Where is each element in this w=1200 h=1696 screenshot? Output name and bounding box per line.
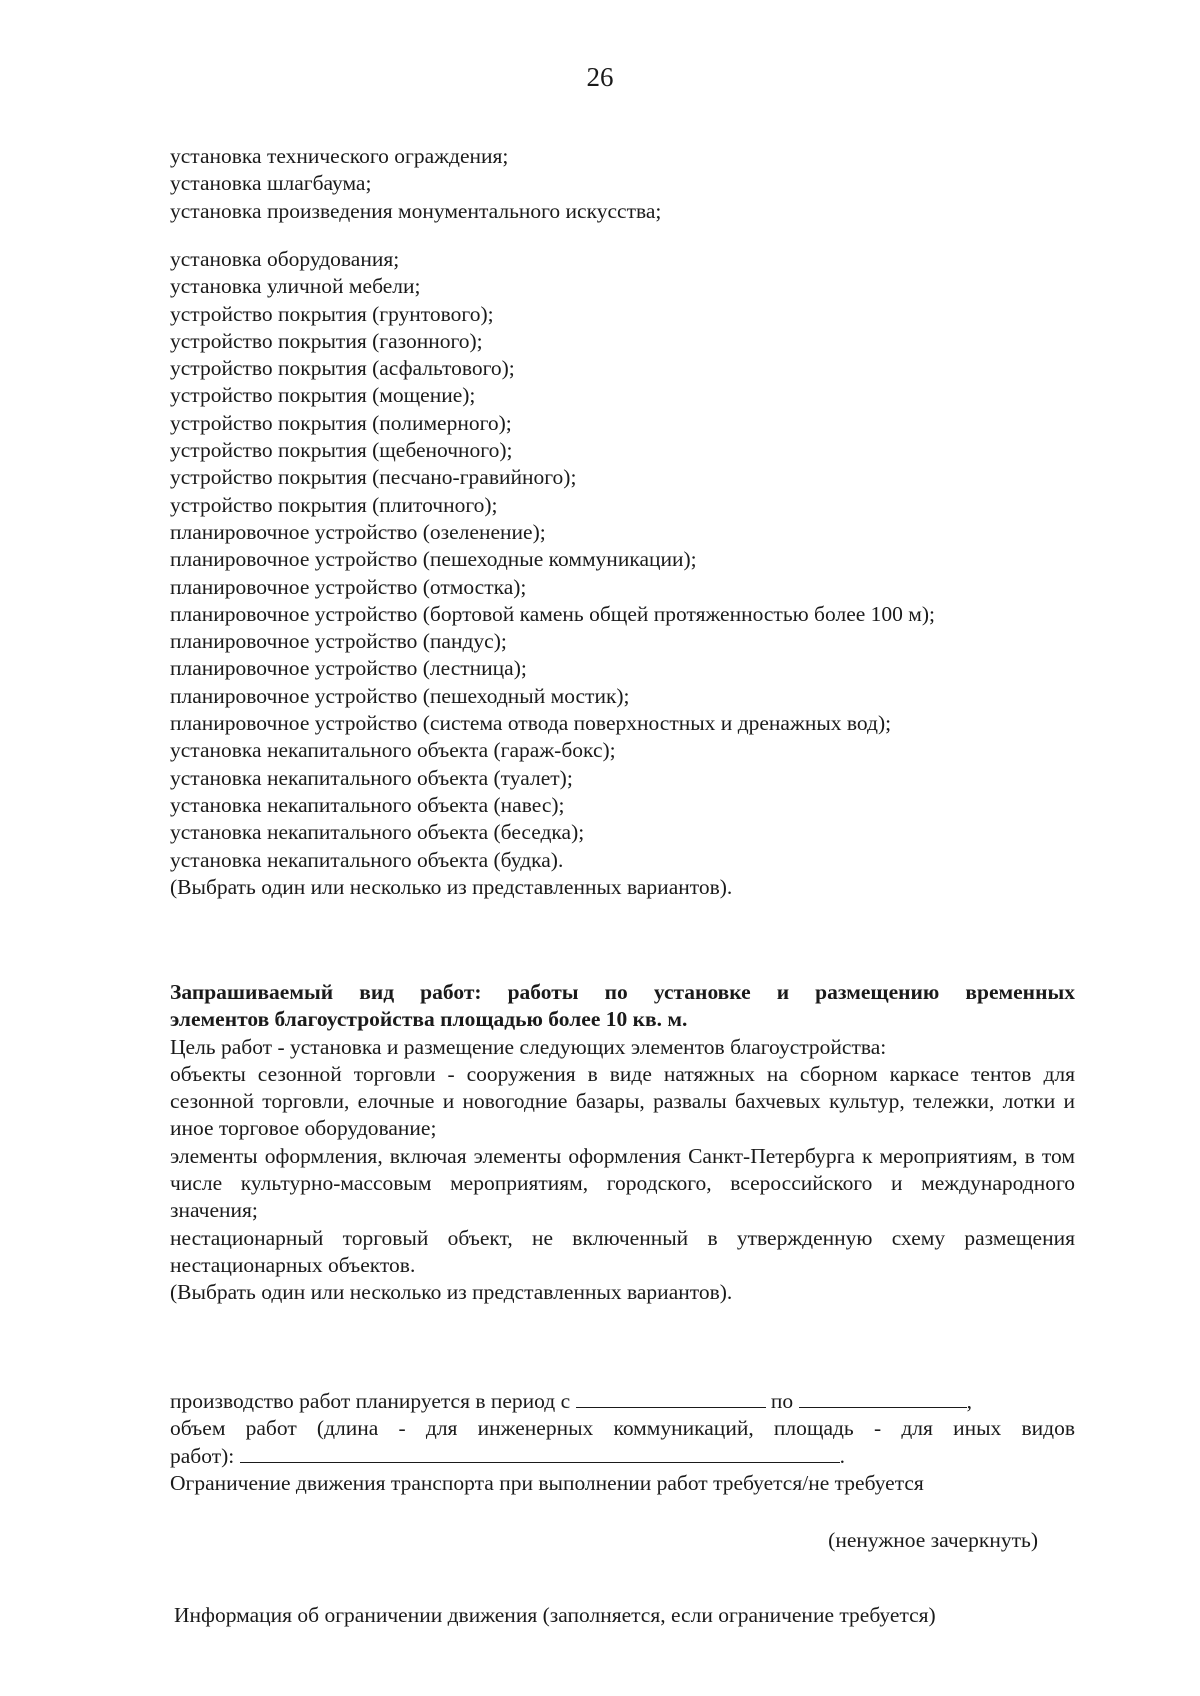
volume-field-line bbox=[170, 1443, 1075, 1470]
traffic-restriction-line: Ограничение движения транспорта при выполнении работ требуется/не требуется bbox=[170, 1470, 924, 1495]
period-start-field[interactable] bbox=[576, 1389, 766, 1408]
list-item: устройство покрытия (песчано-гравийного); bbox=[170, 465, 577, 490]
period-end: , bbox=[966, 1389, 972, 1413]
list-item: установка шлагбаума; bbox=[170, 171, 372, 196]
list-item: устройство покрытия (полимерного); bbox=[170, 410, 512, 435]
list-item: устройство покрытия (газонного); bbox=[170, 328, 483, 353]
list-item: устройство покрытия (щебеночного); bbox=[170, 438, 513, 463]
list-item: планировочное устройство (бортовой камень общей протяженностью более 100 м); bbox=[170, 601, 936, 626]
list-item: планировочное устройство (пандус); bbox=[170, 629, 507, 654]
list-item: установка оборудования; bbox=[170, 247, 400, 271]
option-seasonal-trade: объекты сезонной торговли - сооружения в виде натяжных на сборном каркасе тентов для сезонной торговли, елочные и новогодние базары, развалы бахчевых культур, тележки, лотки и иное торговое оборудование; bbox=[170, 1061, 1075, 1141]
work-form bbox=[170, 1388, 1075, 1497]
list-item: планировочное устройство (озеленение); bbox=[170, 519, 546, 544]
list-item: устройство покрытия (грунтового); bbox=[170, 301, 494, 326]
list-item: планировочное устройство (система отвода поверхностных и дренажных вод); bbox=[170, 711, 892, 736]
traffic-info-heading: Информация об ограничении движения (заполняется, если ограничение требуется) bbox=[174, 1603, 936, 1627]
goal-text: Цель работ - установка и размещение следующих элементов благоустройства: bbox=[170, 1034, 887, 1059]
list-item: установка некапитального объекта (будка). bbox=[170, 847, 564, 872]
list-item: устройство покрытия (плиточного); bbox=[170, 492, 498, 517]
work-list-main bbox=[170, 246, 1075, 901]
option-nonstationary-object: нестационарный торговый объект, не включенный в утвержденную схему размещения нестационарных объектов. bbox=[170, 1225, 1075, 1277]
section-heading-line1: Запрашиваемый вид работ: работы по установке и размещению временных bbox=[170, 980, 1075, 1004]
list-item: устройство покрытия (асфальтового); bbox=[170, 356, 515, 381]
option-decoration: элементы оформления, включая элементы оформления Санкт-Петербурга к мероприятиям, в том числе культурно-массовым мероприятиям, городского, всероссийского и международного значения; bbox=[170, 1143, 1075, 1223]
volume-label: работ): bbox=[170, 1443, 235, 1468]
volume-field[interactable] bbox=[240, 1444, 840, 1463]
list-item: (Выбрать один или несколько из представленных вариантов). bbox=[170, 874, 733, 899]
section-heading-line2: элементов благоустройства площадью более 10 кв. м. bbox=[170, 1007, 688, 1032]
volume-line: объем работ (длина - для инженерных коммуникаций, площадь - для иных видов bbox=[170, 1416, 1075, 1441]
work-type-section bbox=[170, 979, 1075, 1307]
list-item: установка некапитального объекта (навес); bbox=[170, 792, 565, 817]
period-mid: по bbox=[770, 1389, 794, 1413]
list-item: установка некапитального объекта (туалет); bbox=[170, 765, 573, 790]
list-item: планировочное устройство (отмостка); bbox=[170, 574, 527, 599]
list-item: планировочное устройство (пешеходные коммуникации); bbox=[170, 547, 697, 572]
list-item: планировочное устройство (пешеходный мостик); bbox=[170, 683, 630, 708]
list-item: планировочное устройство (лестница); bbox=[170, 656, 527, 681]
list-item: установка некапитального объекта (беседка); bbox=[170, 820, 585, 845]
choose-note: (Выбрать один или несколько из представленных вариантов). bbox=[170, 1280, 733, 1305]
list-item: устройство покрытия (мощение); bbox=[170, 383, 476, 408]
list-item: установка технического ограждения; bbox=[170, 144, 509, 168]
page-number: 26 bbox=[586, 62, 614, 92]
work-list-top bbox=[170, 143, 1075, 225]
strike-note: (ненужное зачеркнуть) bbox=[828, 1528, 1038, 1552]
list-item: установка уличной мебели; bbox=[170, 274, 421, 299]
period-prefix: производство работ планируется в период с bbox=[170, 1389, 571, 1413]
volume-end: . bbox=[839, 1443, 845, 1468]
list-item: установка произведения монументального искусства; bbox=[170, 198, 662, 223]
period-line bbox=[170, 1388, 1075, 1415]
period-end-field[interactable] bbox=[799, 1389, 967, 1408]
list-item: установка некапитального объекта (гараж-бокс); bbox=[170, 738, 616, 763]
